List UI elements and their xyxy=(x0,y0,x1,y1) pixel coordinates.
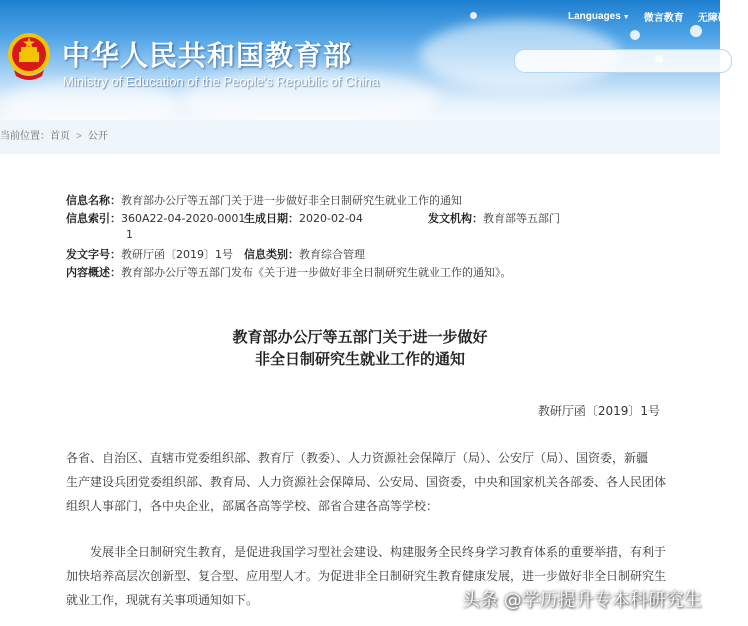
national-emblem-icon xyxy=(6,30,52,82)
paragraph-line: 就业工作，现就有关事项通知如下。 xyxy=(66,593,259,607)
info-org-value: 教育部等五部门 xyxy=(483,212,560,225)
languages-link[interactable]: Languages ▼ xyxy=(568,11,630,22)
top-links xyxy=(568,9,748,24)
site-subtitle: Ministry of Education of the People's Republic of China xyxy=(63,74,380,89)
info-category-value: 教育综合管理 xyxy=(299,248,365,261)
info-index-value: 360A22-04-2020-0001- xyxy=(121,212,250,225)
paragraph-line: 发展非全日制研究生教育，是促进我国学习型社会建设、构建服务全民终身学习教育体系的重要举措，有利于 xyxy=(66,545,667,559)
site-title: 中华人民共和国教育部 xyxy=(62,39,353,72)
article-document-number: 教研厅函〔2019〕1号 xyxy=(537,404,660,418)
info-index-label: 信息索引： xyxy=(66,212,121,225)
article-title-line1: 教育部办公厅等五部门关于进一步做好 xyxy=(232,328,488,346)
info-docno-value: 教研厅函〔2019〕1号 xyxy=(121,248,233,261)
paragraph-line: 组织人事部门，各中央企业，部属各高等学校、部省合建各高等学校： xyxy=(66,499,439,513)
weibo-link[interactable]: 微言教育 xyxy=(643,13,684,24)
paragraph-line: 各省、自治区、直辖市党委组织部、教育厅（教委）、人力资源社会保障厅（局）、公安厅（局）、国资委，新疆 xyxy=(66,451,649,465)
breadcrumb xyxy=(0,120,720,154)
info-summary-label: 内容概述： xyxy=(66,266,121,279)
paragraph-line: 加快培养高层次创新型、复合型、应用型人才。为促进非全日制研究生教育健康发展，进一步做好非全日制研究生 xyxy=(66,569,667,583)
article-paragraph-addressees xyxy=(66,446,666,518)
info-name-value: 教育部办公厅等五部门关于进一步做好非全日制研究生就业工作的通知 xyxy=(121,194,462,207)
info-category-label: 信息类别： xyxy=(244,248,299,261)
blossom-decoration xyxy=(630,30,640,40)
site-header xyxy=(0,0,748,120)
watermark-text: 头条 @学历提升专本科研究生 xyxy=(462,590,702,611)
blossom-decoration xyxy=(690,25,702,37)
breadcrumb-current-link[interactable]: 公开 xyxy=(87,131,108,142)
info-date-label: 生成日期： xyxy=(244,212,299,225)
blossom-decoration xyxy=(470,12,477,19)
breadcrumb-prefix: 当前位置： xyxy=(0,131,50,142)
info-index-value-continued: 1 xyxy=(126,228,133,241)
info-name-label: 信息名称： xyxy=(66,194,121,207)
info-summary-value: 教育部办公厅等五部门发布《关于进一步做好非全日制研究生就业工作的通知》。 xyxy=(121,266,512,279)
info-date-value: 2020-02-04 xyxy=(299,212,363,225)
article-title-line2: 非全日制研究生就业工作的通知 xyxy=(254,350,465,368)
breadcrumb-separator: > xyxy=(76,131,82,142)
search-input[interactable] xyxy=(514,49,732,73)
paragraph-line: 生产建设兵团党委组织部、教育局、人力资源社会保障局、公安局、国资委，中央和国家机关各部委、各人民团体 xyxy=(66,475,667,489)
chevron-down-icon: ▼ xyxy=(622,14,630,21)
breadcrumb-home-link[interactable]: 首页 xyxy=(50,131,70,142)
info-org-label: 发文机构： xyxy=(428,212,483,225)
info-docno-label: 发文字号： xyxy=(66,248,121,261)
accessibility-link[interactable]: 无障碍浏览 xyxy=(697,13,748,24)
